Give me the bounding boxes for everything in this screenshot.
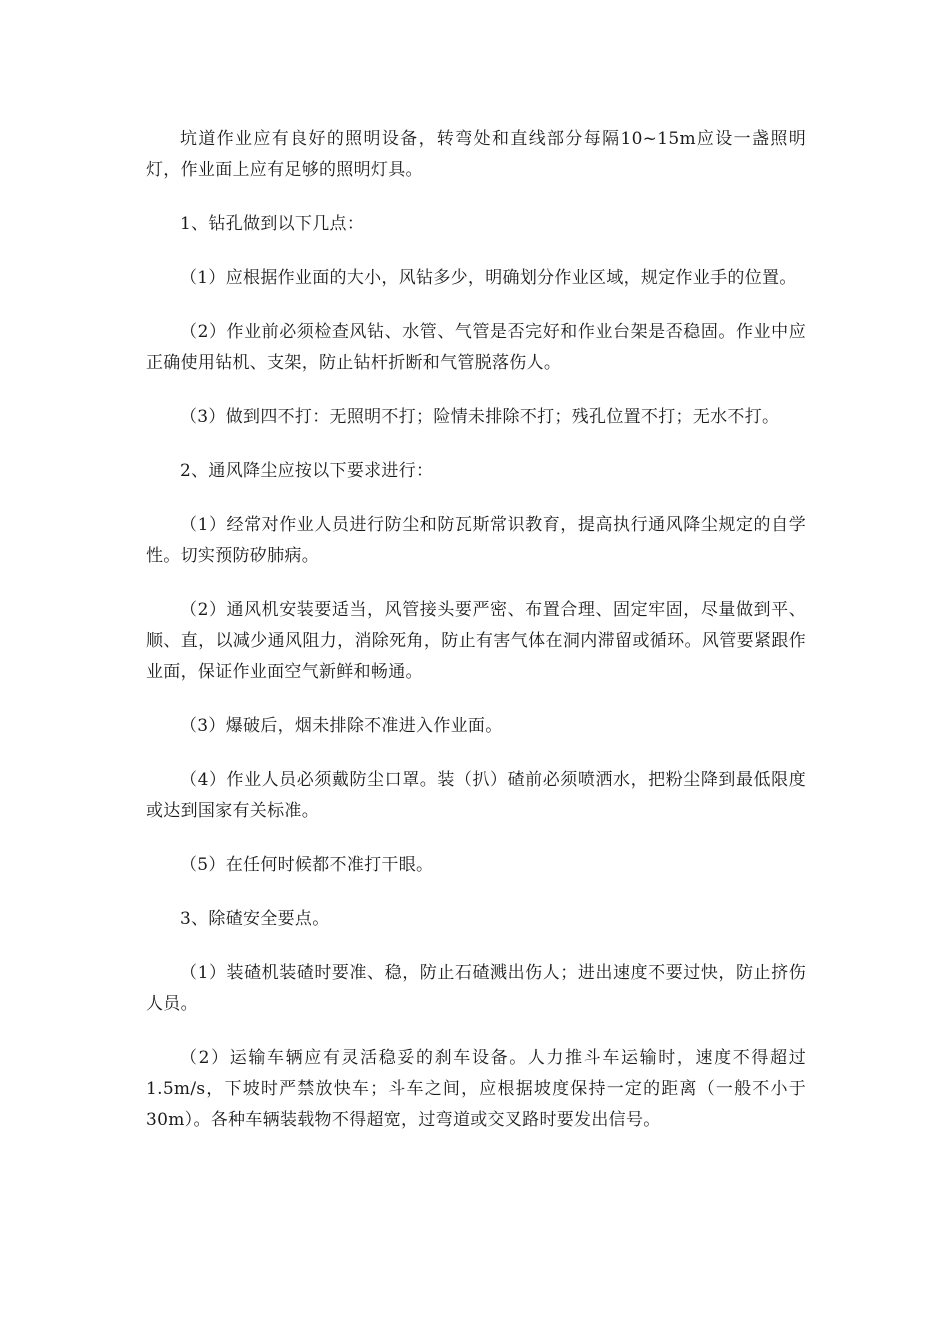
heading-mucking: 3、除碴安全要点。	[180, 909, 330, 929]
paragraph-ventilation-4: （4）作业人员必须戴防尘口罩。装（扒）碴前必须喷洒水，把粉尘降到最低限度或达到国家有关标准。	[146, 770, 806, 821]
heading-drilling: 1、钻孔做到以下几点：	[180, 214, 365, 234]
heading-ventilation: 2、通风降尘应按以下要求进行：	[180, 461, 434, 481]
paragraph-ventilation-1: （1）经常对作业人员进行防尘和防瓦斯常识教育，提高执行通风降尘规定的自学性。切实预防矽肺病。	[146, 515, 806, 566]
paragraph-ventilation-3: （3）爆破后，烟未排除不准进入作业面。	[180, 716, 503, 736]
paragraph-mucking-1: （1）装碴机装碴时要准、稳，防止石碴溅出伤人；进出速度不要过快，防止挤伤人员。	[146, 963, 806, 1014]
paragraph-drilling-2: （2）作业前必须检查风钻、水管、气管是否完好和作业台架是否稳固。作业中应正确使用钻机、支架，防止钻杆折断和气管脱落伤人。	[146, 322, 806, 373]
paragraph-ventilation-5: （5）在任何时候都不准打干眼。	[180, 855, 434, 875]
paragraph-drilling-1: （1）应根据作业面的大小，风钻多少，明确划分作业区域，规定作业手的位置。	[180, 268, 797, 288]
paragraph-mucking-2: （2）运输车辆应有灵活稳妥的刹车设备。人力推斗车运输时，速度不得超过1.5m/s，下坡时严禁放快车；斗车之间，应根据坡度保持一定的距离（一般不小于30m）。各种车辆装载物不得超宽，过弯道或交叉路时要发出信号。	[146, 1048, 806, 1130]
paragraph-lighting: 坑道作业应有良好的照明设备，转弯处和直线部分每隔10~15m应设一盏照明灯，作业面上应有足够的照明灯具。	[146, 129, 806, 180]
paragraph-ventilation-2: （2）通风机安装要适当，风管接头要严密、布置合理、固定牢固，尽量做到平、顺、直，以减少通风阻力，消除死角，防止有害气体在洞内滞留或循环。风管要紧跟作业面，保证作业面空气新鲜和畅通。	[146, 600, 806, 682]
document-body	[146, 124, 806, 1159]
paragraph-drilling-3: （3）做到四不打：无照明不打；险情未排除不打；残孔位置不打；无水不打。	[180, 407, 780, 427]
